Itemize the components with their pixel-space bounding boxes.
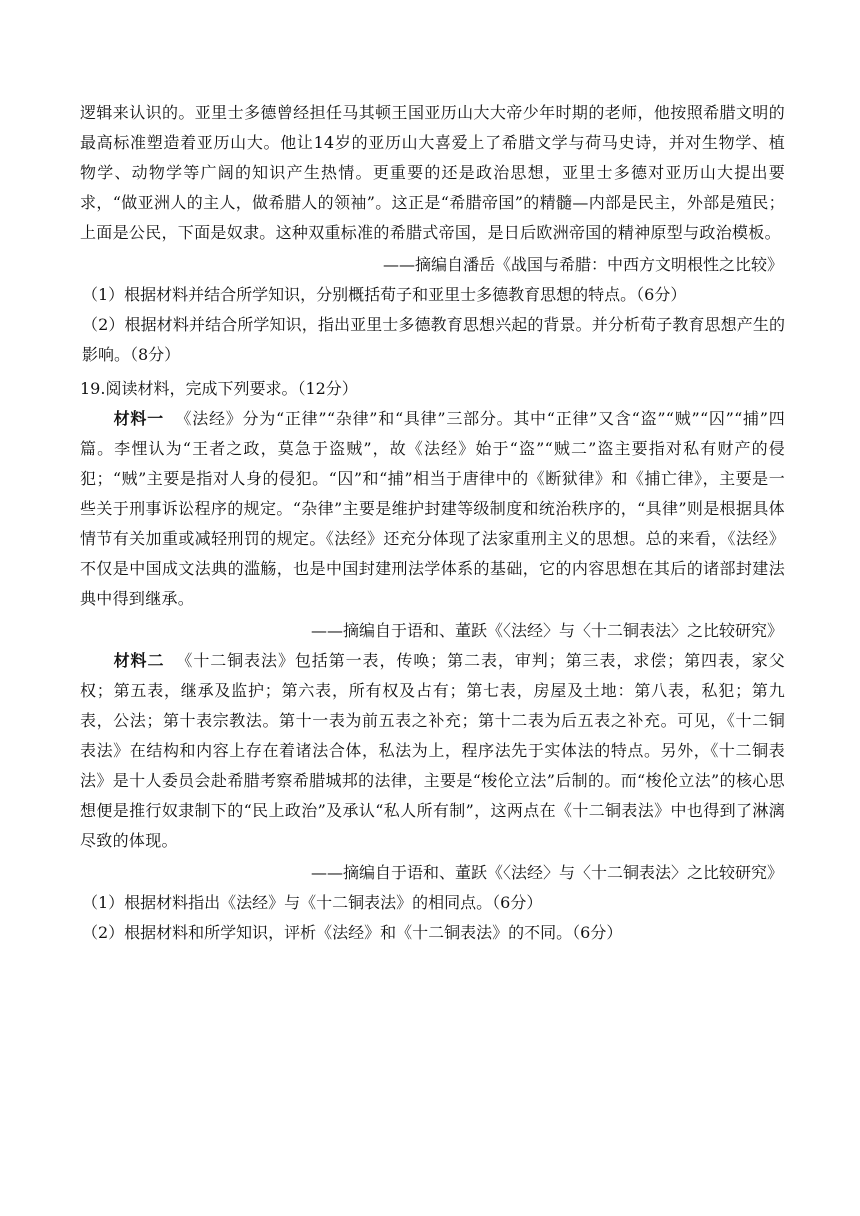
q19-material-2-text: 《十二铜表法》包括第一表，传唤；第二表，审判；第三表，求偿；第四表，家父权；第五表，继承及监护；第六表，所有权及占有；第七表，房屋及土地：第八表，私犯；第九表，公法；第十表宗教法。第十一表为前五表之补充；第十二表为后五表之补充。可见，《十二铜表法》在结构和内容上存在着诸法合体，私法为上，程序法先于实体法的特点。另外，《十二铜表法》是十人委员会赴希腊考察希腊城邦的法律，主要是“梭伦立法”后制的。而“梭伦立法”的核心思想便是推行奴隶制下的“民上政治”及承认“私人所有制”，这两点在《十二铜表法》中也得到了淋漓尽致的体现。: [80, 651, 785, 850]
q19-material-1-text: 《法经》分为“正律”“杂律”和“具律”三部分。其中“正律”又含“盗”“贼”“囚”“捕”四篇。李悝认为“王者之政，莫急于盗贼”，故《法经》始于“盗”“贼二”盗主要指对私有财产的侵犯；“贼”主要是指对人身的侵犯。“囚”和“捕”相当于唐律中的《断狱律》和《捕亡律》，主要是一些关于刑事诉讼程序的规定。“杂律”主要是维护封建等级制度和统治秩序的，“具律”则是根据具体情节有关加重或减轻刑罚的规定。《法经》还充分体现了法家重刑主义的思想。总的来看，《法经》不仅是中国成文法典的滥觞，也是中国封建刑法学体系的基础，它的内容思想在其后的诸部封建法典中得到继承。: [80, 409, 785, 608]
material-top-paragraph: 逻辑来认识的。亚里士多德曾经担任马其顿王国亚历山大大帝少年时期的老师，他按照希腊文明的最高标准塑造着亚历山大。他让14岁的亚历山大喜爱上了希腊文学与荷马史诗，并对生物学、植物学、动物学等广阔的知识产生热情。更重要的还是政治思想，亚里士多德对亚历山大提出要求，“做亚洲人的主人，做希腊人的领袖”。这正是“希腊帝国”的精髓—内部是民主，外部是殖民；上面是公民，下面是奴隶。这种双重标准的希腊式帝国，是日后欧洲帝国的精神原型与政治模板。: [80, 103, 785, 242]
q18-subquestion-2: （2）根据材料并结合所学知识，指出亚里士多德教育思想兴起的背景。并分析荀子教育思想产生的影响。（8分）: [82, 315, 785, 364]
q18-subquestion-1: （1）根据材料并结合所学知识，分别概括荀子和亚里士多德教育思想的特点。（6分）: [82, 285, 687, 304]
q19-material-2-label: 材料二: [113, 651, 165, 670]
material-top-source: ——摘编自潘岳《战国与希腊：中西方文明根性之比较》: [382, 255, 783, 274]
q19-subquestion-1: （1）根据材料指出《法经》与《十二铜表法》的相同点。（6分）: [82, 893, 543, 912]
q19-material-2: [80, 646, 785, 856]
q19-material-1-source: ——摘编自于语和、董跃《〈法经〉与〈十二铜表法〉之比较研究》: [310, 621, 783, 640]
q19-subquestion-2: （2）根据材料和所学知识，评析《法经》和《十二铜表法》的不同。（6分）: [82, 923, 623, 942]
q19-material-1: [80, 404, 785, 614]
q19-material-2-source: ——摘编自于语和、董跃《〈法经〉与〈十二铜表法〉之比较研究》: [310, 863, 783, 882]
q19-title: 19.阅读材料，完成下列要求。（12分）: [80, 379, 358, 398]
exam-page: [80, 98, 785, 948]
q19-material-1-label: 材料一: [113, 409, 164, 428]
